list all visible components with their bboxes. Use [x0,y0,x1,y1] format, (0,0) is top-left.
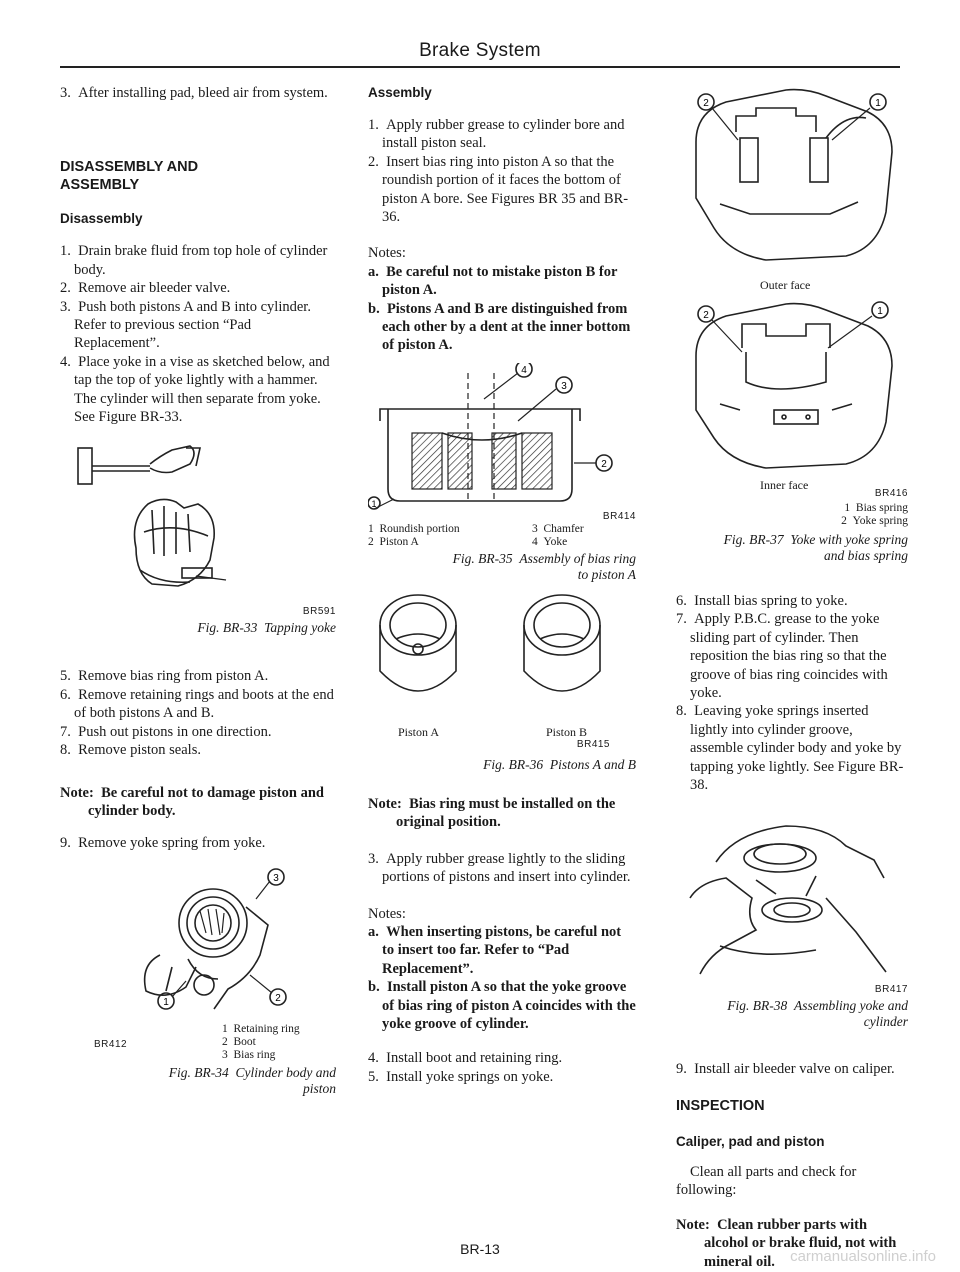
step-5: 5. Remove bias ring from piston A. [60,668,269,685]
assembly-step-5: 5. Install yoke springs on yoke. [368,1068,554,1085]
figure-caption-br37 [724,532,908,564]
header-rule [60,66,900,68]
legend-item: 3 Bias ring [222,1048,276,1061]
note-a: a. Be careful not to mistake piston B for piston A. [368,263,618,299]
yoke-outer-face-illustration [676,84,908,274]
figure-br35 [368,363,636,582]
intro-step: 3. After installing pad, bleed air from system. [60,85,328,101]
step-2: 2. Remove air bleeder valve. [60,280,231,297]
note-care: Note: Be careful not to damage piston and cylinder body. [60,784,324,819]
section-title-inspection: INSPECTION [676,1097,765,1114]
watermark: carmanualsonline.info [790,1248,936,1265]
legend-item: 1 Roundish portion [368,522,460,535]
column-1 [60,84,336,1096]
callout-2-inner: 2 [703,310,709,321]
column-3 [676,84,908,1271]
figure-caption-br35 [453,551,636,583]
callout-3: 3 [273,872,279,884]
yoke-inner-face-illustration [676,296,908,476]
note-b: b. Pistons A and B are distinguished from each other by a dent at the inner bottom of piston A. [368,300,631,354]
figure-br33 [60,440,336,635]
note2-a: a. When inserting pistons, be careful not to insert too far. Refer to “Pad Replacement”. [368,923,622,977]
step-3: 3. Push both pistons A and B into cylinder. Refer to previous section “Pad Replacement”. [60,298,311,352]
caption-line: Fig. BR-37 Yoke with yoke spring [723,532,908,547]
clean-instruction: Clean all parts and check for following: [676,1163,857,1199]
tapping-yoke-illustration [60,440,336,616]
piston-b-label: Piston B [546,724,588,739]
step-4: 4. Place yoke in a vise as sketched below, and tap the top of yoke lightly with a hammer. The cylinder will then separate from yoke. See Figure BR-33. [60,353,330,426]
step-8: 8. Remove piston seals. [60,742,201,759]
assembly-step-3: 3. Apply rubber grease lightly to the sliding portions of pistons and insert into cylinder. [368,850,631,886]
step-9: 9. Remove yoke spring from yoke. [60,835,266,852]
assembly-step-2: 2. Insert bias ring into piston A so that the roundish portion of it faces the bottom of piston A bore. See Figures BR 35 and BR-36. [368,153,629,226]
notes-title: Notes: [368,245,406,262]
figure-caption-br34 [169,1065,336,1097]
caption-line: to piston A [577,566,636,582]
figure-br38 [676,802,908,1030]
callout-4: 4 [521,364,527,376]
figure-br37 [676,84,908,568]
caption-line: Fig. BR-38 Assembling yoke and [727,998,908,1014]
bias-ring-assembly-illustration [368,363,636,513]
column-2 [368,84,636,1086]
callout-1: 1 [371,498,377,509]
assembling-yoke-cylinder-illustration [676,802,908,982]
callout-1-outer: 1 [875,98,881,109]
assembly-step-6: 6. Install bias spring to yoke. [676,593,848,609]
pistons-illustration [368,583,636,713]
legend-item: 3 Chamfer [532,522,584,535]
figure-legend-br35-right [532,523,584,549]
figure-code-br591: BR591 [302,606,336,618]
caption-line: and bias spring [823,548,908,563]
step-7: 7. Push out pistons in one direction. [60,723,272,740]
assembly-step-8: 8. Leaving yoke springs inserted lightly into cylinder groove, assemble cylinder body and yoke by tapping yoke lightly. See Figure BR-38. [676,703,904,794]
figure-code-br416: BR416 [874,488,908,499]
legend-item: 2 Boot [222,1035,256,1048]
caption-line: Fig. BR-34 Cylinder body and [168,1064,336,1080]
subsection-assembly: Assembly [368,85,432,100]
notes2-title: Notes: [368,905,406,922]
legend-item: 2 Piston A [368,535,419,548]
page-number: BR-13 [460,1241,500,1257]
inner-face-label: Inner face [760,478,809,492]
callout-3: 3 [561,380,567,392]
assembly-step-7: 7. Apply P.B.C. grease to the yoke sliding part of cylinder. Then reposition the bias ring so that the groove of bias ring coincides with yoke. [676,611,888,702]
piston-a-label: Piston A [398,724,440,739]
legend-item: 1 Bias spring [844,502,908,514]
figure-code-br414: BR414 [602,510,636,522]
assembly-step-9: 9. Install air bleeder valve on caliper. [676,1061,895,1078]
subsection-disassembly: Disassembly [60,211,143,227]
figure-code-br412: BR412 [94,1038,128,1050]
figure-legend-br35-left [368,523,460,549]
figure-code-br415: BR415 [576,738,610,750]
legend-item: 4 Yoke [532,535,568,548]
callout-1: 1 [163,996,169,1008]
callout-2-outer: 2 [703,98,709,109]
figure-br36 [368,583,636,773]
caption-line: Fig. BR-35 Assembly of bias ring [452,550,636,566]
page-header: Brake System [419,40,541,61]
figure-code-br417: BR417 [874,984,908,996]
cylinder-body-piston-illustration [60,855,336,1019]
note-clean: Note: Clean rubber parts with alcohol or brake fluid, not with mineral oil. [676,1216,897,1270]
legend-item: 2 Yoke spring [841,515,908,527]
caption-line: piston [302,1080,336,1096]
assembly-step-4: 4. Install boot and retaining ring. [368,1050,563,1067]
callout-2: 2 [275,992,281,1004]
section-title-disassembly: DISASSEMBLY AND ASSEMBLY [60,159,199,194]
legend-item: 1 Retaining ring [222,1022,300,1035]
assembly-step-1: 1. Apply rubber grease to cylinder bore and install piston seal. [368,117,625,152]
callout-2: 2 [601,458,607,470]
step-6: 6. Remove retaining rings and boots at the end of both pistons A and B. [60,686,334,722]
callout-1-inner: 1 [877,306,883,317]
subsection-caliper: Caliper, pad and piston [676,1133,825,1149]
figure-caption-br36: Fig. BR-36 Pistons A and B [483,756,636,772]
outer-face-label: Outer face [760,278,811,292]
note-bias-ring: Note: Bias ring must be installed on the original position. [368,795,616,831]
figure-br34 [60,855,336,1096]
caption-line: cylinder [863,1014,908,1030]
figure-caption-br38 [727,998,908,1030]
note2-b: b. Install piston A so that the yoke groove of bias ring of piston A coincides with the yoke groove of cylinder. [368,979,636,1032]
figure-caption-br33: Fig. BR-33 Tapping yoke [197,620,336,636]
figure-legend-br37 [841,502,908,528]
step-1: 1. Drain brake fluid from top hole of cylinder body. [60,243,328,278]
figure-legend-br34 [222,1023,300,1062]
